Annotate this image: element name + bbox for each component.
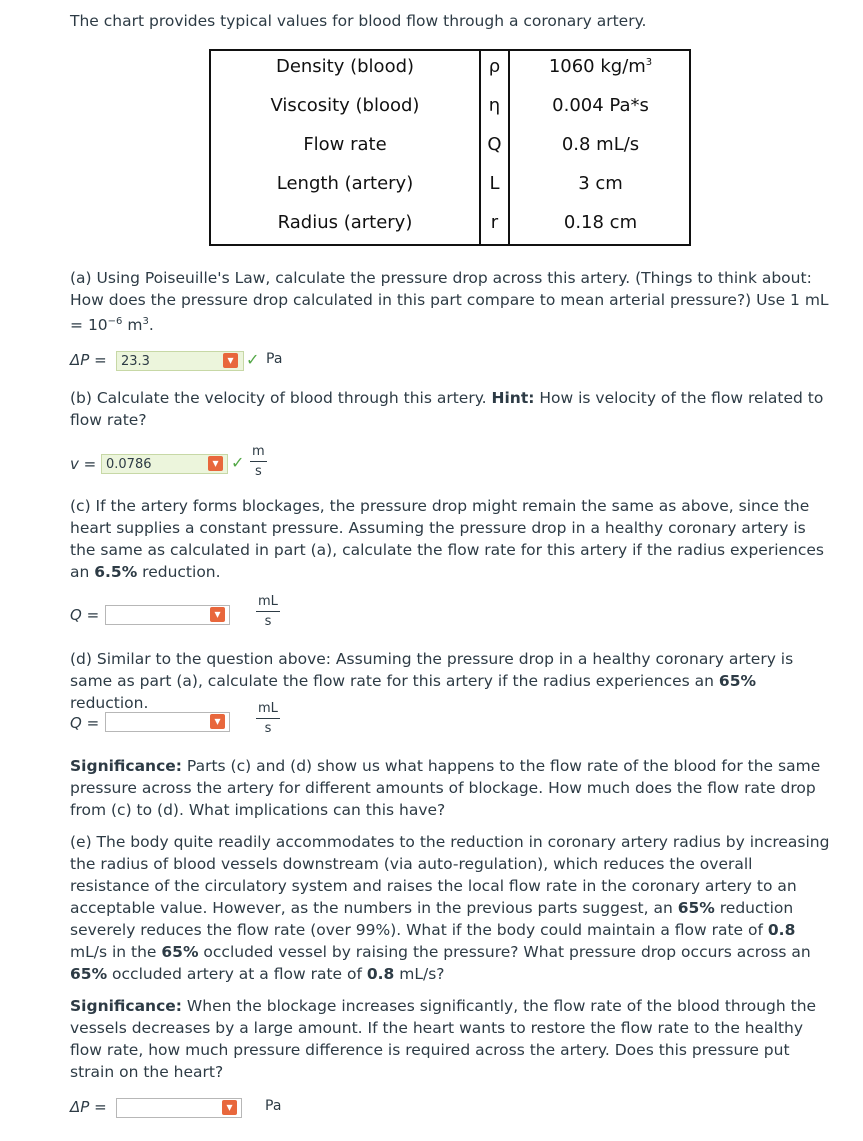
table-row-symbol: r — [490, 212, 499, 233]
correct-check-icon: ✓ — [231, 453, 245, 472]
answer-menu-icon[interactable]: ▾ — [210, 714, 225, 729]
table-row-label: Density (blood) — [275, 56, 415, 77]
part-b-unit: $\frac{m}{s}$ — [252, 444, 265, 479]
part-b-text: (b) Calculate the velocity of blood through this artery. Hint: How is velocity of the flow related to flow rate? — [70, 389, 824, 429]
correct-check-icon: ✓ — [246, 350, 260, 369]
answer-menu-icon[interactable]: ▾ — [210, 607, 225, 622]
intro-text: The chart provides typical values for blood flow through a coronary artery. — [70, 12, 647, 30]
significance-2-text: Significance: When the blockage increases significantly, the flow rate of the blood through the vessels decreases by a large amount. If the heart wants to restore the flow rate to the healthy flow rate, how much pressure difference is required across the artery. Does this pressure put strain on the heart? — [70, 997, 817, 1081]
data-table — [209, 49, 691, 246]
table-row-label: Viscosity (blood) — [270, 95, 420, 116]
table-row-label: Length (artery) — [276, 173, 414, 194]
part-e-variable: ΔP = — [70, 1098, 107, 1116]
answer-menu-icon[interactable]: ▾ — [208, 456, 223, 471]
table-row-value: 0.004 Pa*s — [552, 95, 649, 116]
answer-menu-icon[interactable]: ▾ — [222, 1100, 237, 1115]
part-b-variable: v = — [70, 455, 97, 473]
part-c-variable: Q = — [70, 606, 100, 624]
part-a-text: (a) Using Poiseuille's Law, calculate the pressure drop across this artery. (Things to think about: How does the pressure drop calculated in this part compare to mean arterial pressure?) Use 1 mL = $10^{-6}$ $m^3$. — [70, 269, 829, 335]
part-c-text: (c) If the artery forms blockages, the pressure drop might remain the same as above, since the heart supplies a constant pressure. Assuming the pressure drop in a healthy coronary artery is the same as calculated in part (a), calculate the flow rate for this artery if the radius experiences an 6.5% reduction. — [70, 497, 825, 581]
table-row-label: Radius (artery) — [277, 212, 413, 233]
part-a-unit: Pa — [266, 351, 283, 367]
part-d-text: (d) Similar to the question above: Assuming the pressure drop in a healthy coronary artery is same as part (a), calculate the flow rate for this artery if the radius experiences an 65% reduction. — [70, 650, 794, 712]
table-row-value: 1060 $kg/m^3$ — [548, 56, 653, 77]
part-c-unit: $\frac{mL}{s}$ — [258, 594, 278, 629]
part-a-variable: ΔP = — [70, 351, 107, 369]
table-row-value: 3 cm — [578, 173, 623, 194]
significance-1-text: Significance: Parts (c) and (d) show us what happens to the flow rate of the blood for the same pressure across the artery for different amounts of blockage. How much does the flow rate drop from (c) to (d). What implications can this have? — [70, 757, 821, 819]
table-row-value: 0.8 mL/s — [561, 134, 640, 155]
part-e-unit: Pa — [265, 1098, 282, 1114]
part-d-variable: Q = — [70, 714, 100, 732]
part-e-text: (e) The body quite readily accommodates to the reduction in coronary artery radius by increasing the radius of blood vessels downstream (via auto-regulation), which reduces the overall resistance of the circulatory system and raises the local flow rate in the coronary artery to an acceptable value. However, as the numbers in the previous parts suggest, an 65% reduction severely reduces the flow rate (over 99%). What if the body could maintain a flow rate of 0.8 mL/s in the 65% occluded vessel by raising the pressure? What pressure drop occurs across an 65% occluded artery at a flow rate of 0.8 mL/s? — [70, 833, 830, 983]
answer-menu-icon[interactable]: ▾ — [223, 353, 238, 368]
table-row-symbol: ρ — [488, 56, 501, 77]
table-row-label: Flow rate — [303, 134, 387, 155]
table-row-value: 0.18 cm — [563, 212, 638, 233]
table-row-symbol: L — [489, 173, 500, 194]
part-d-unit: $\frac{mL}{s}$ — [258, 701, 278, 736]
table-row-symbol: Q — [487, 134, 502, 155]
table-row-symbol: η — [488, 95, 501, 116]
